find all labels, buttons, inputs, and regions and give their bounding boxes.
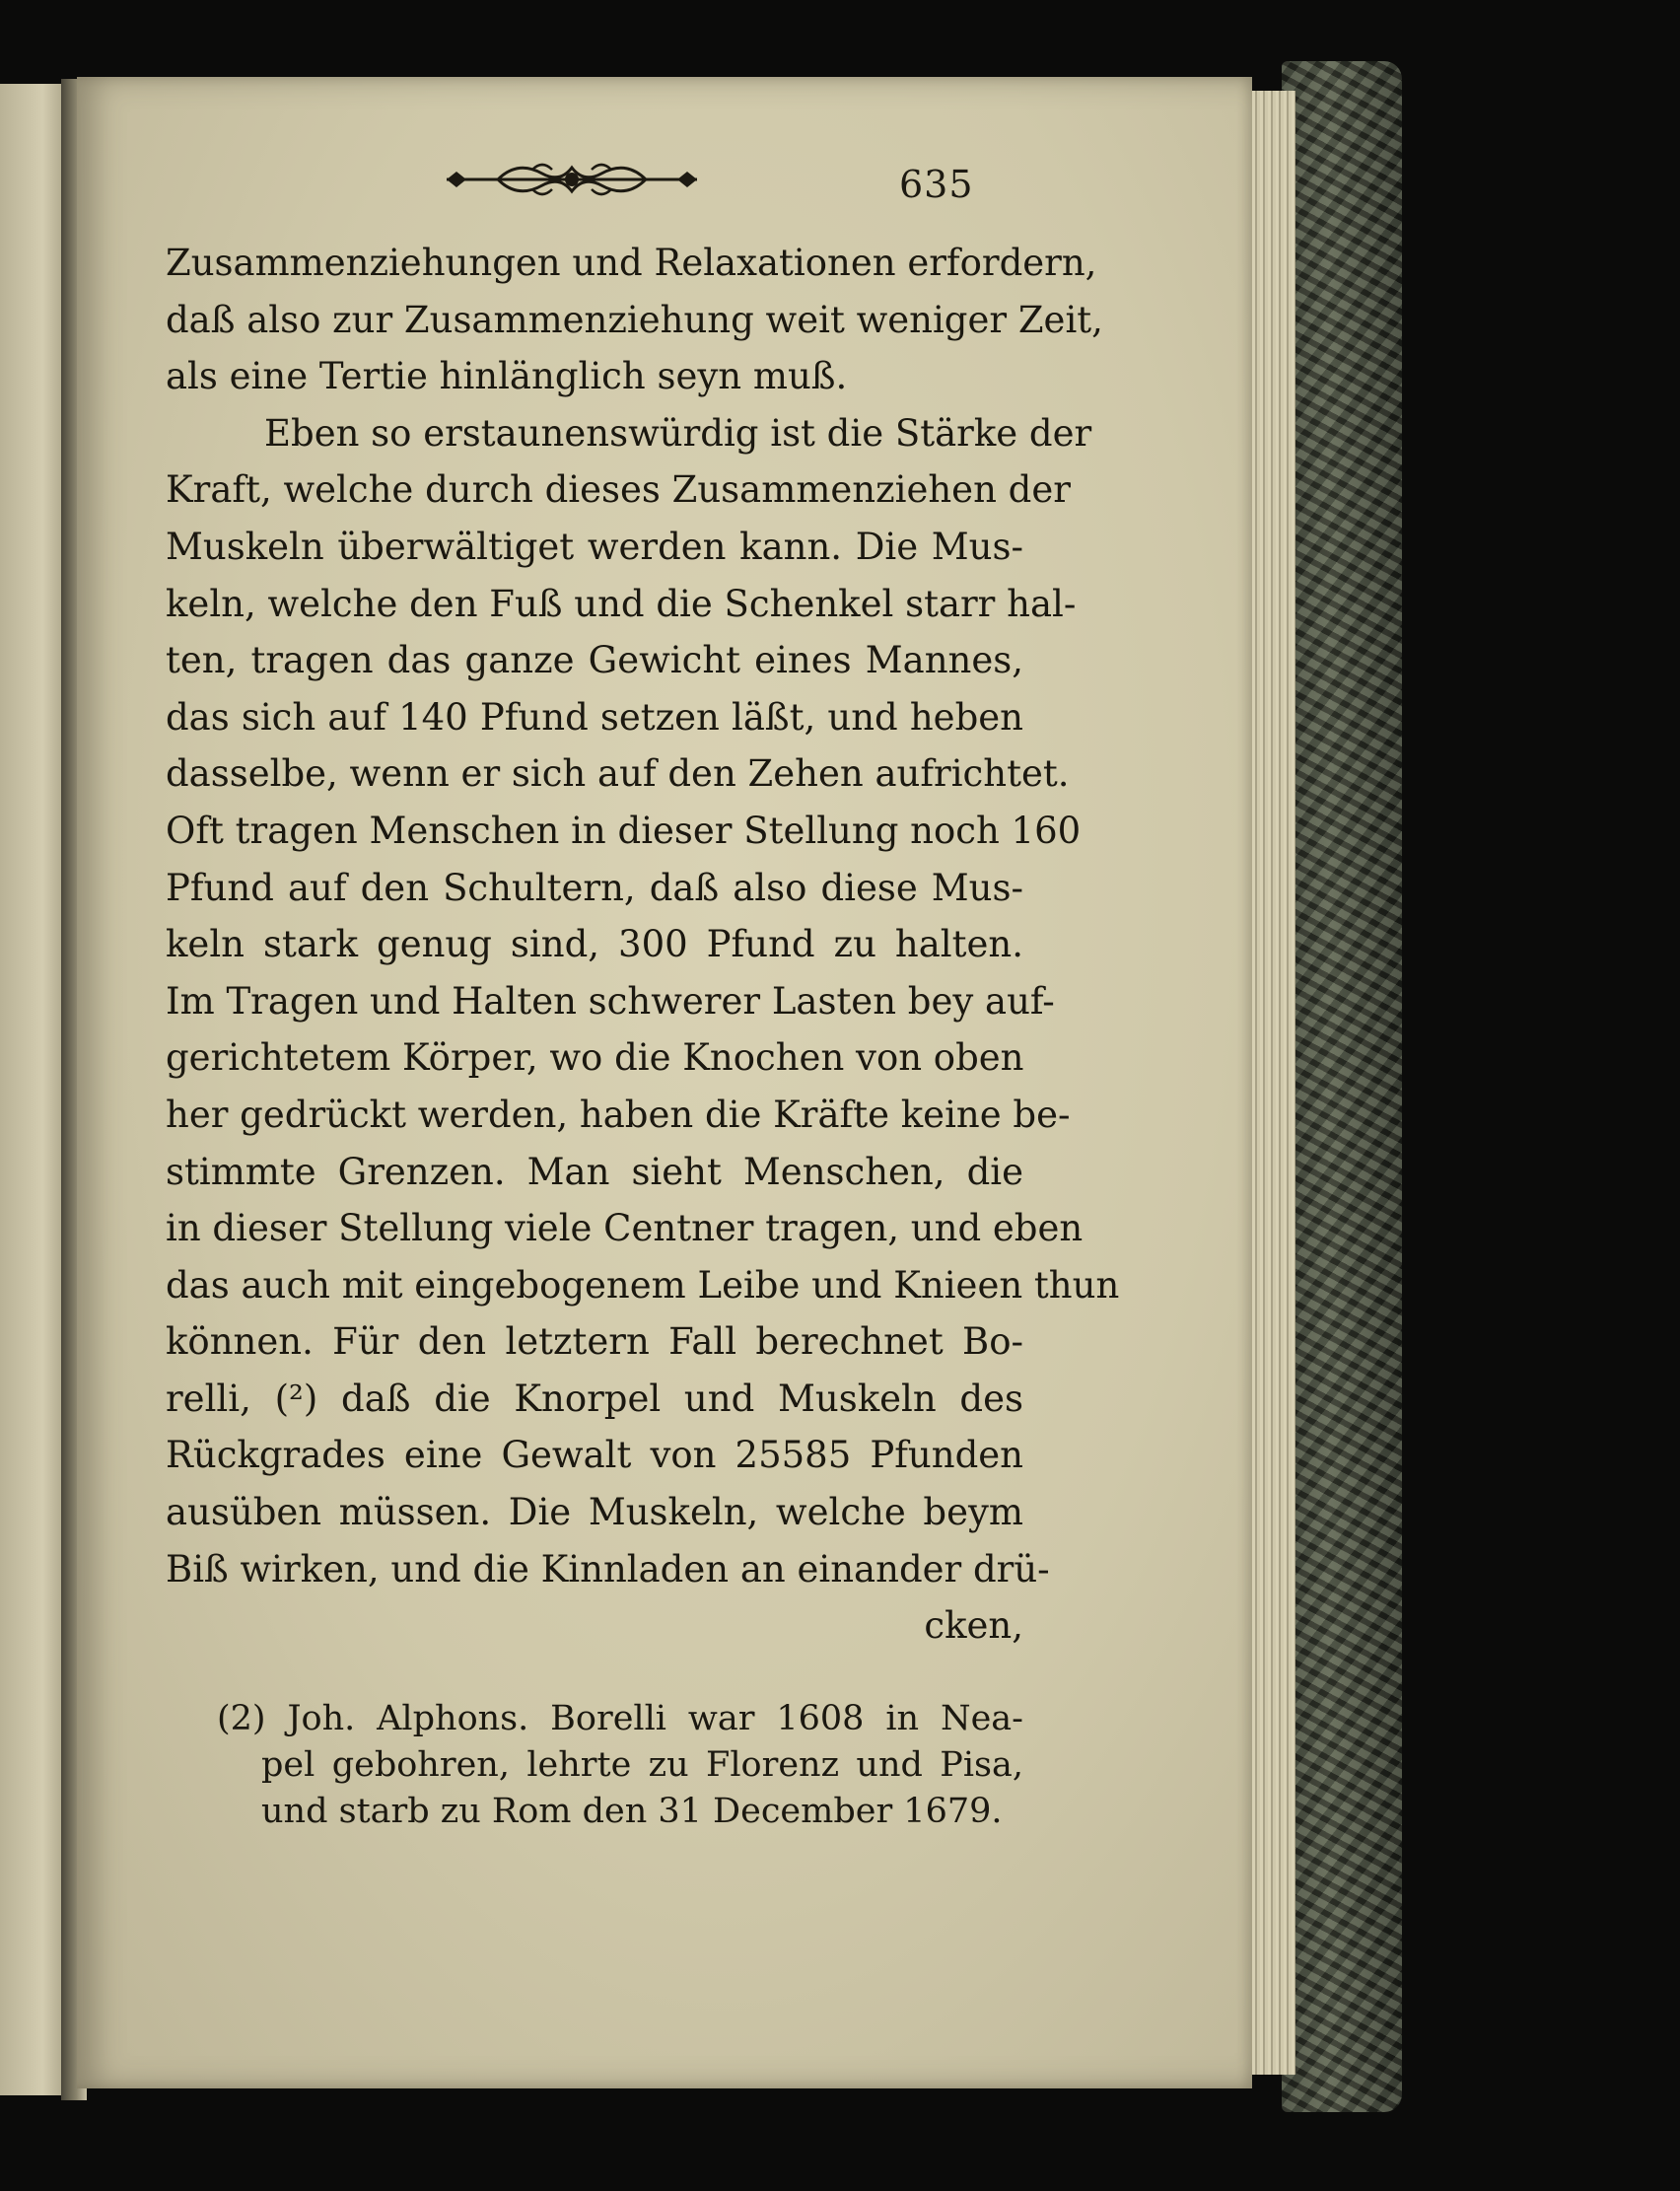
text-line: ausüben müssen. Die Muskeln, welche beym [166,1491,1023,1534]
text-line: Biß wirken, und die Kinnladen an einander drü- [166,1547,1050,1590]
marbled-cover [1282,61,1402,2112]
text-line: gerichtetem Körper, wo die Knochen von oben [166,1036,1024,1080]
footnote-line: pel gebohren, lehrte zu Florenz und Pisa, [261,1745,1023,1785]
text-line: Im Tragen und Halten schwerer Lasten bey auf- [166,979,1055,1023]
text-line: ten, tragen das ganze Gewicht eines Mannes, [166,639,1023,682]
text-line: Rückgrades eine Gewalt von 25585 Pfunden [166,1434,1023,1477]
body-text [166,235,1120,1655]
text-line: Eben so erstaunenswürdig ist die Stärke der [264,411,1092,455]
text-line: in dieser Stellung viele Centner tragen, und eben [166,1207,1084,1250]
text-line: daß also zur Zusammenziehung weit weniger Zeit, [166,298,1103,341]
header-ornament-icon [439,158,705,201]
text-line: Muskeln überwältiget werden kann. Die Mus- [166,525,1023,568]
text-line: als eine Tertie hinlänglich seyn muß. [166,355,848,398]
text-line: stimmte Grenzen. Man sieht Menschen, die [166,1150,1023,1193]
text-line: keln, welche den Fuß und die Schenkel starr hal- [166,582,1077,625]
text-line: her gedrückt werden, haben die Kräfte keine be- [166,1093,1071,1136]
catchword: cken, [924,1604,1023,1648]
text-line: Oft tragen Menschen in dieser Stellung noch 160 [166,809,1082,852]
text-line: Zusammenziehungen und Relaxationen erfordern, [166,242,1097,284]
text-line: Kraft, welche durch dieses Zusammenziehen der [166,468,1071,512]
text-line: Pfund auf den Schultern, daß also diese Mus- [166,866,1023,909]
text-line: dasselbe, wenn er sich auf den Zehen aufrichtet. [166,752,1070,796]
page-number: 635 [899,163,974,206]
footnote [217,1696,1023,1835]
text-line: das auch mit eingebogenem Leibe und Knieen thun [166,1263,1120,1307]
footnote-line: und starb zu Rom den 31 December 1679. [261,1792,1003,1831]
footnote-line: (2) Joh. Alphons. Borelli war 1608 in Nea- [217,1699,1023,1738]
text-line: keln stark genug sind, 300 Pfund zu halten. [166,923,1023,966]
text-line: relli, (²) daß die Knorpel und Muskeln des [166,1377,1023,1420]
text-line: das sich auf 140 Pfund setzen läßt, und heben [166,695,1023,739]
text-line: können. Für den letztern Fall berechnet Bo- [166,1320,1023,1364]
